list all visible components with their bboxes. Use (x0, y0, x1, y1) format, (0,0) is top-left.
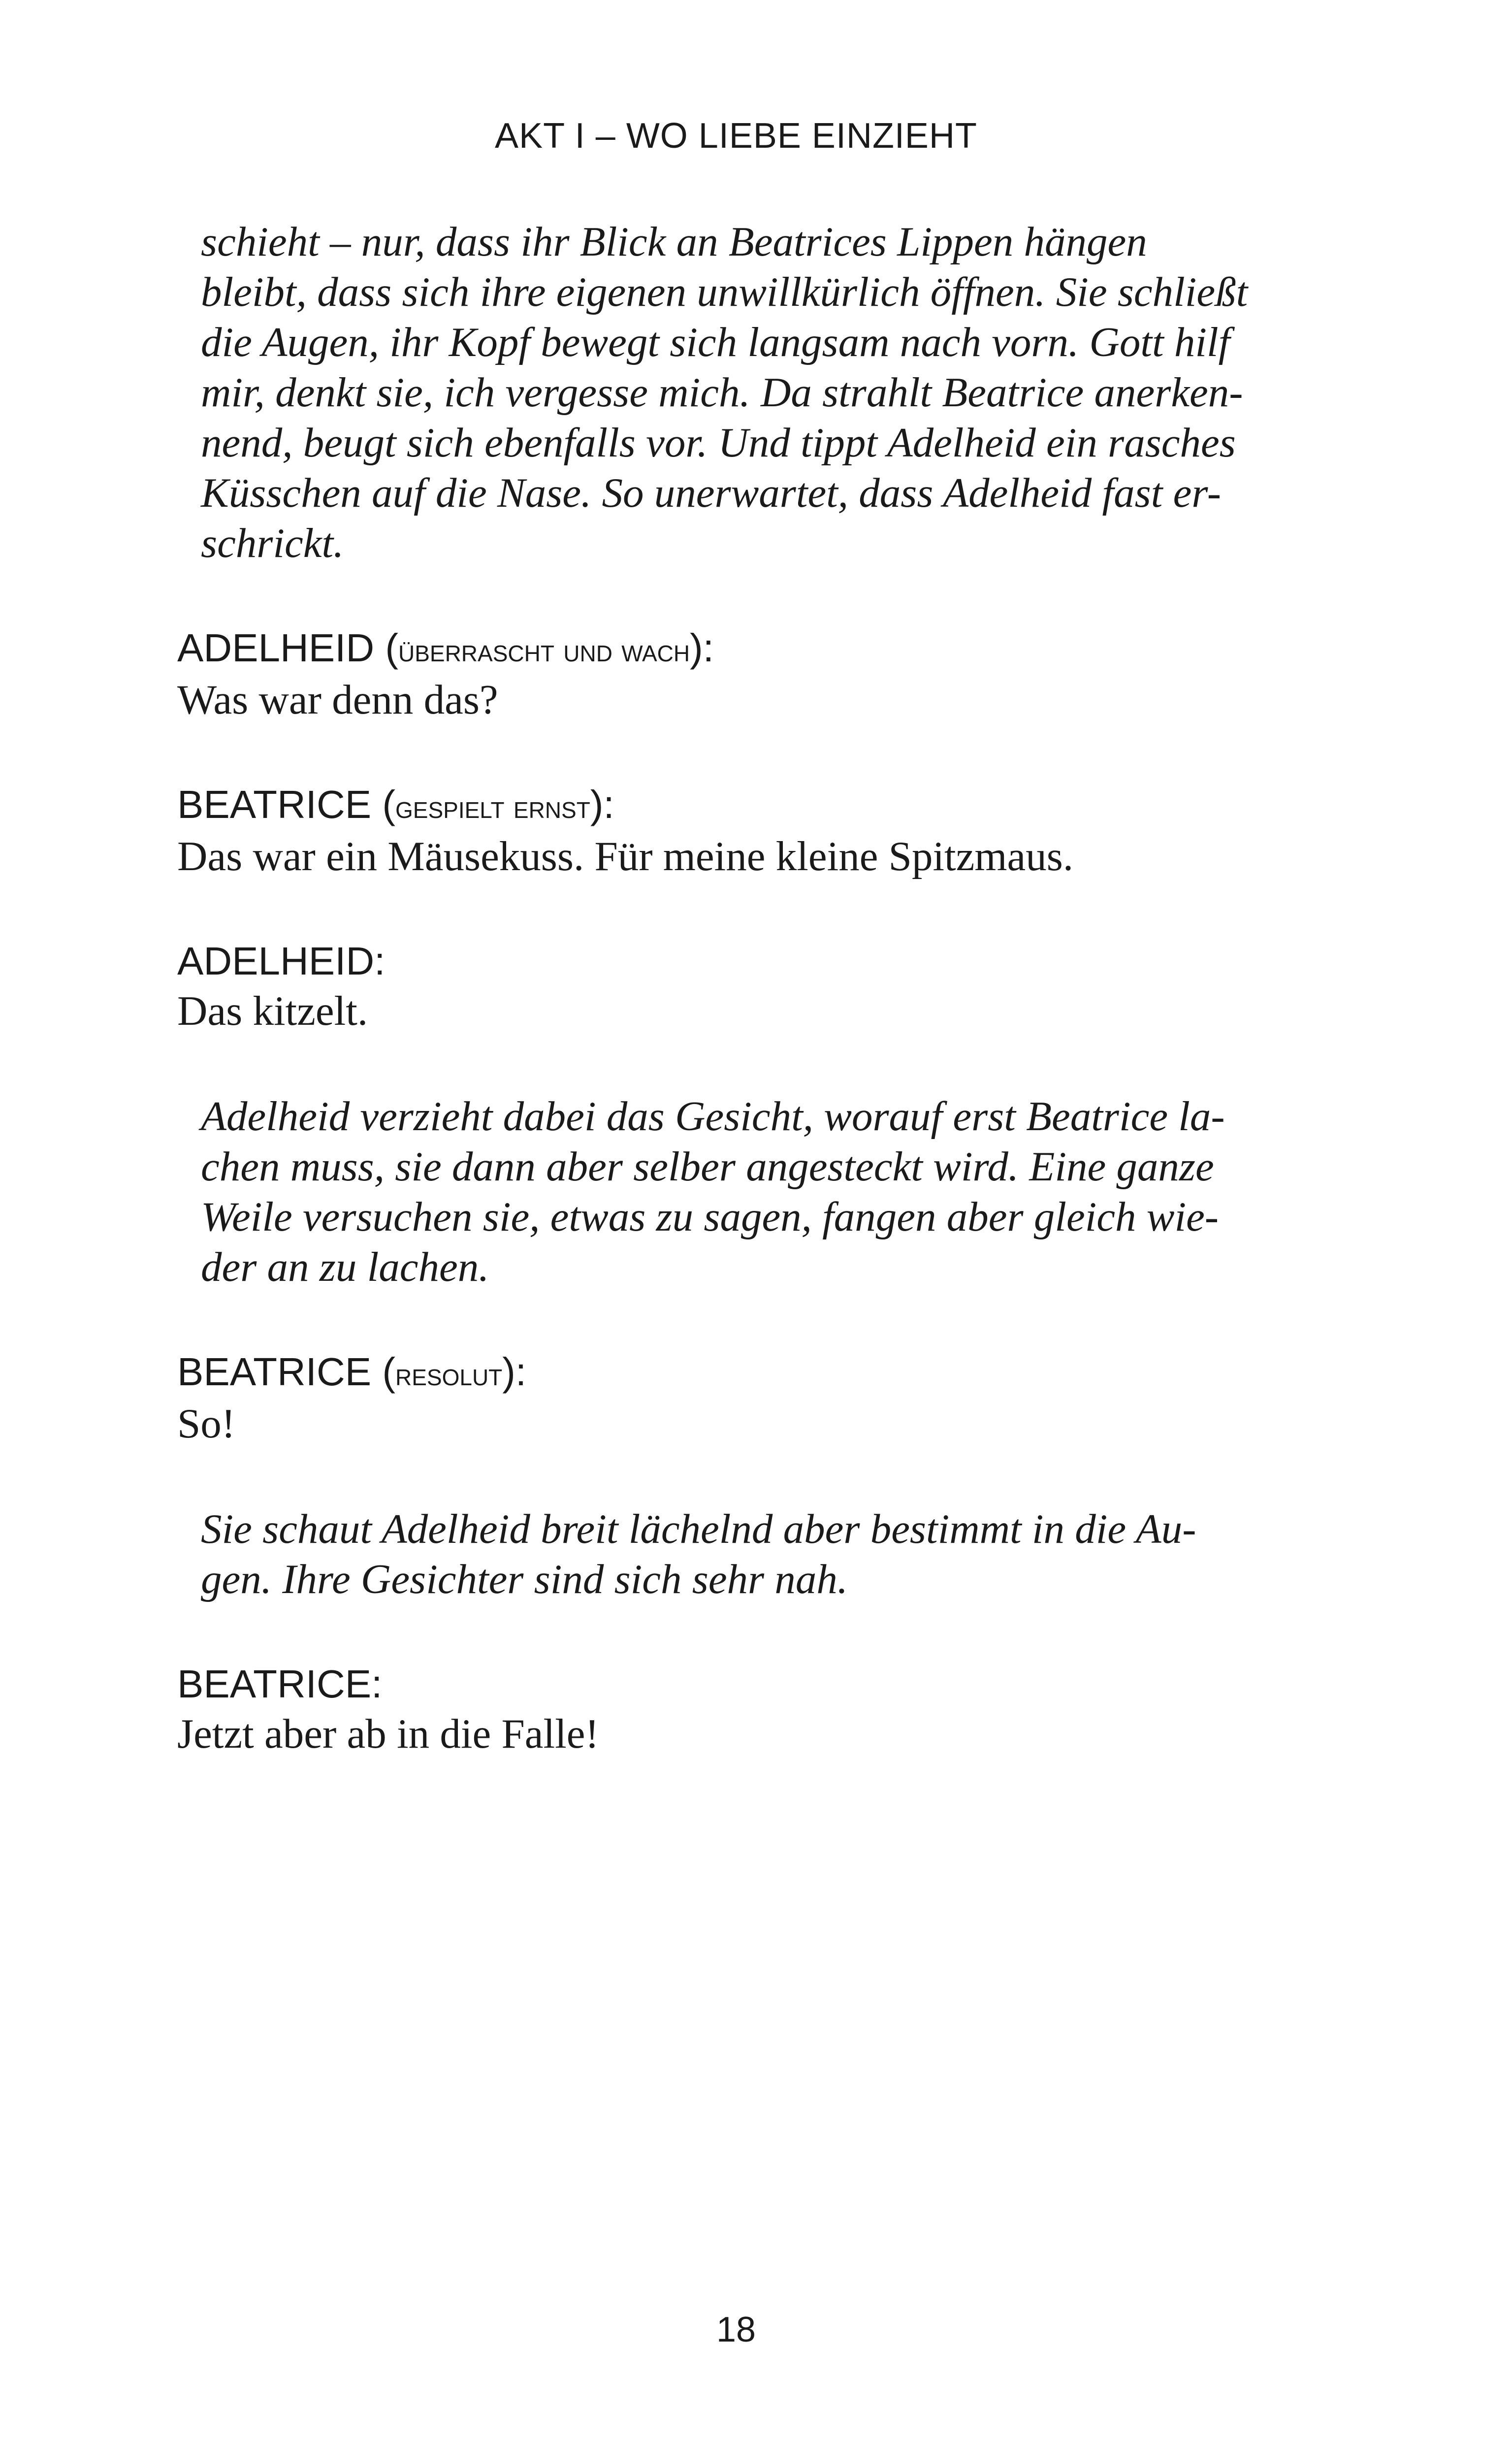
speaker-name: BEATRICE (177, 1662, 372, 1706)
stage-direction: schieht – nur, dass ihr Blick an Beatrices Lippen hängen bleibt, dass sich ihre eigenen unwillkürlich öffnen. Sie schließt die Augen, ihr Kopf bewegt sich langsam nach vorn. Gott hilf mir, denkt sie, ich vergesse mich. Da strahlt Beatrice anerken- nend, beugt sich ebenfalls vor. Und tippt Adelheid ein rasches Küsschen auf die Nase. So unerwartet, dass Adelheid fast er- schrickt. (201, 219, 1248, 566)
dialogue-text: Das war ein Mäusekuss. Für meine kleine Spitzmaus. (177, 833, 1074, 879)
stage-direction: Adelheid verzieht dabei das Gesicht, worauf erst Beatrice la- chen muss, sie dann aber selber angesteckt wird. Eine ganze Weile versuchen sie, etwas zu sagen, fangen aber gleich wie- der an zu lachen. (201, 1093, 1225, 1290)
speaker-name: ADELHEID (177, 939, 375, 983)
speaker-direction: gespielt ernst (395, 788, 590, 825)
speaker-line: ADELHEID: (177, 939, 386, 983)
speaker-direction: überrascht und wach (398, 632, 690, 668)
dialogue-text: Jetzt aber ab in die Falle! (177, 1711, 599, 1757)
speech-block (177, 937, 1310, 1036)
speech-block (177, 1660, 1310, 1759)
page-body (177, 217, 1310, 1759)
stage-direction: Sie schaut Adelheid breit lächelnd aber bestimmt in die Au- gen. Ihre Gesichter sind sich sehr nah. (201, 1506, 1196, 1602)
dialogue-text: So! (177, 1401, 236, 1447)
page-number: 18 (716, 2310, 756, 2349)
dialogue-text: Was war denn das? (177, 677, 498, 723)
speaker-name: BEATRICE (177, 782, 372, 826)
speaker-line: BEATRICE (gespielt ernst): (177, 782, 614, 826)
speaker-direction: resolut (395, 1356, 503, 1392)
speaker-line: ADELHEID (überrascht und wach): (177, 626, 714, 670)
dialogue-text: Das kitzelt. (177, 988, 368, 1034)
speaker-line: BEATRICE (resolut): (177, 1350, 527, 1394)
speech-block (177, 623, 1310, 725)
speaker-name: BEATRICE (177, 1350, 372, 1394)
speech-block (177, 780, 1310, 881)
running-head: AKT I – WO LIEBE EINZIEHT (495, 116, 977, 156)
speaker-line: BEATRICE: (177, 1662, 383, 1706)
speaker-name: ADELHEID (177, 626, 375, 670)
speech-block (177, 1347, 1310, 1449)
